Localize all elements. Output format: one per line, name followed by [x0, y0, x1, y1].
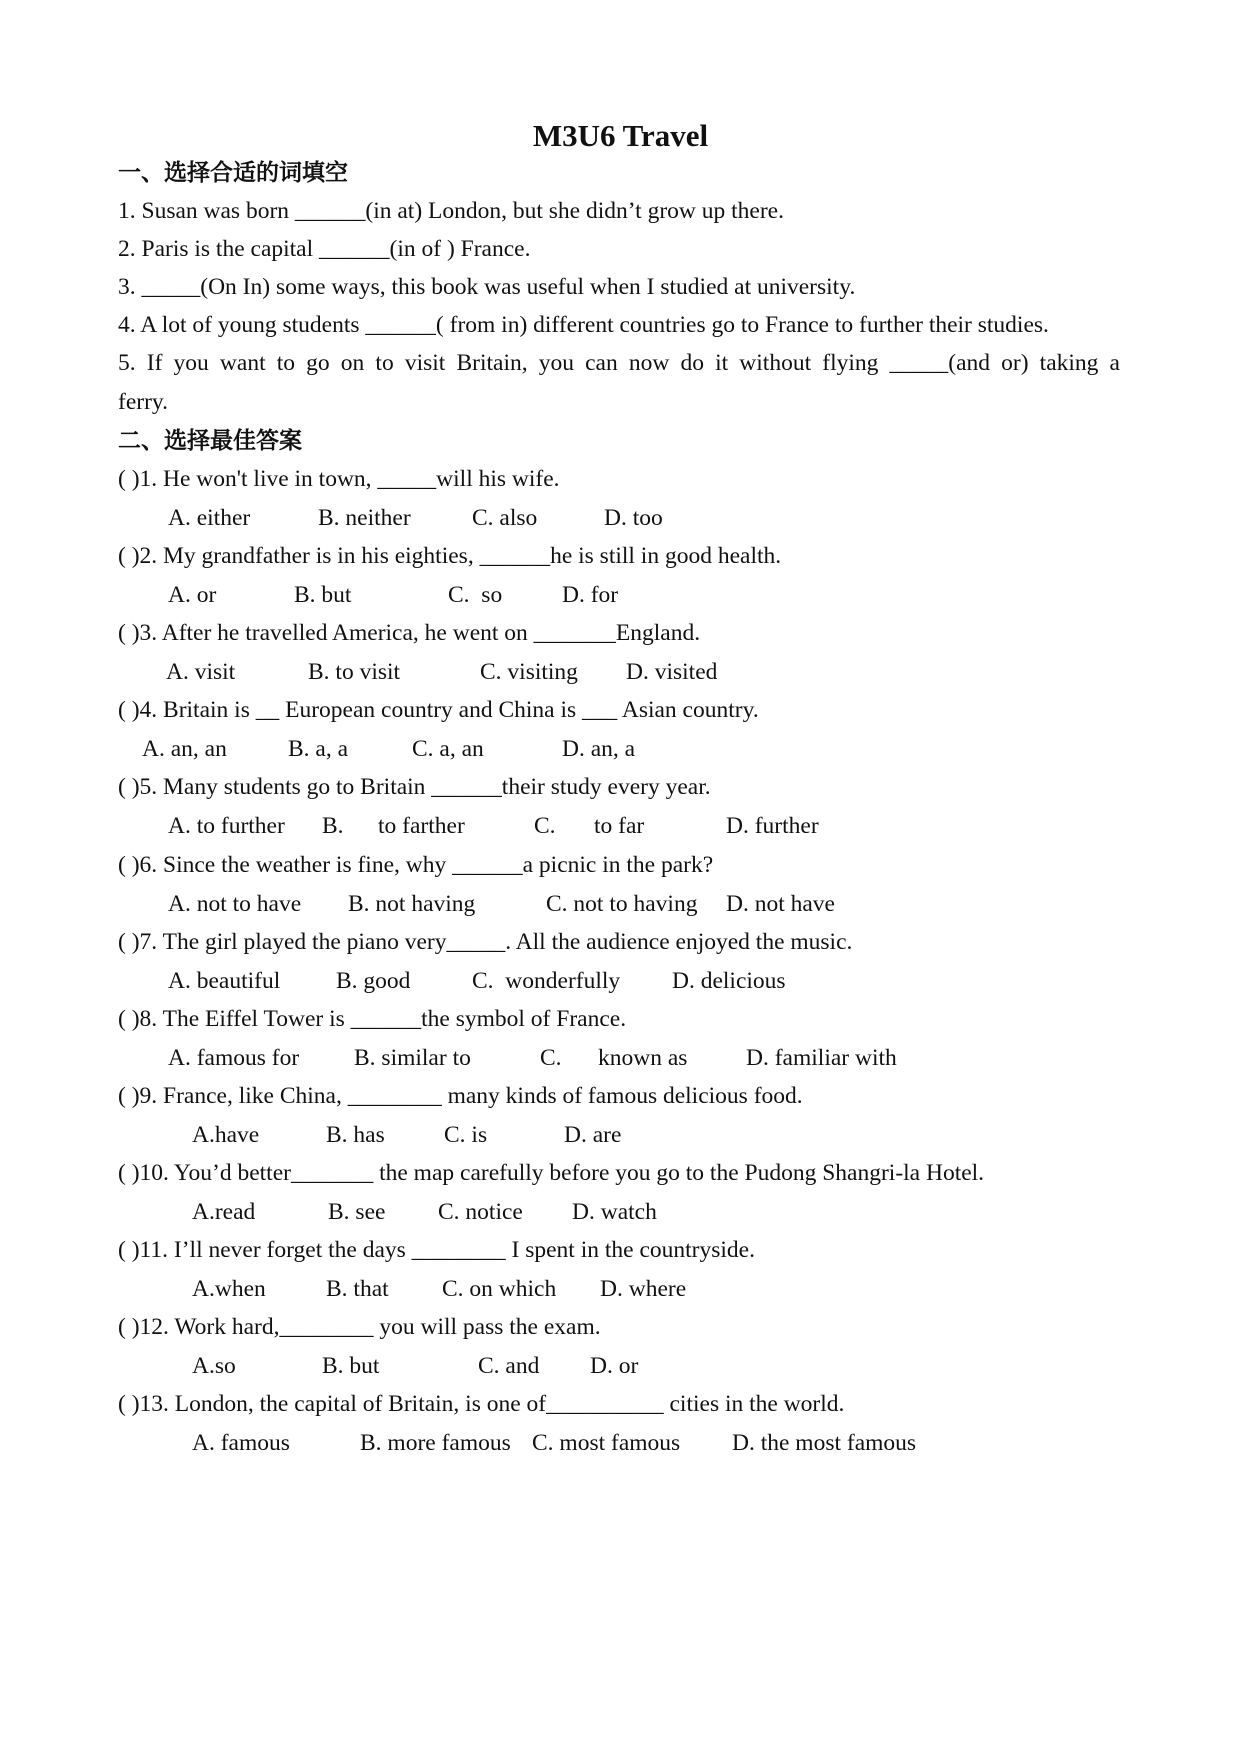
- option-c: C. wonderfully: [472, 968, 621, 994]
- option-d: D. or: [590, 1353, 639, 1379]
- option-d: D. watch: [572, 1199, 657, 1225]
- question-5-stem: ( )5. Many students go to Britain ______their study every year.: [118, 774, 711, 800]
- option-b: B. but: [322, 1353, 380, 1379]
- section-1-heading: 一、选择合适的词填空: [118, 160, 348, 186]
- option-a: A. visit: [166, 659, 236, 685]
- option-d: D. where: [600, 1276, 687, 1302]
- option-a: A.so: [192, 1353, 236, 1379]
- option-d: D. too: [604, 505, 663, 531]
- option-a: A. or: [168, 582, 217, 608]
- question-2-stem: ( )2. My grandfather is in his eighties, ______he is still in good health.: [118, 543, 782, 569]
- option-a: A. either: [168, 505, 251, 531]
- question-3-stem: ( )3. After he travelled America, he went on _______England.: [118, 620, 701, 646]
- option-c: C. most famous: [532, 1430, 681, 1456]
- question-11-stem: ( )11. I’ll never forget the days ________ I spent in the countryside.: [118, 1237, 755, 1263]
- section-2-heading: 二、选择最佳答案: [118, 428, 302, 454]
- fill-item-1: 1. Susan was born ______(in at) London, but she didn’t grow up there.: [118, 198, 784, 224]
- option-a: A. not to have: [168, 891, 302, 917]
- question-12-stem: ( )12. Work hard,________ you will pass the exam.: [118, 1314, 601, 1340]
- option-b: B. but: [294, 582, 352, 608]
- option-c: C. so: [448, 582, 503, 608]
- option-b: B. not having: [348, 891, 476, 917]
- option-a: A. beautiful: [168, 968, 281, 994]
- option-b: B. good: [336, 968, 411, 994]
- page-title: M3U6 Travel: [532, 118, 709, 153]
- option-b: B. a, a: [288, 736, 349, 762]
- option-c: C.: [534, 813, 556, 839]
- option-b: B.: [322, 813, 344, 839]
- option-a: A. to further: [168, 813, 285, 839]
- option-a: A. famous: [192, 1430, 290, 1456]
- option-b: B. more famous: [360, 1430, 511, 1456]
- question-8-stem: ( )8. The Eiffel Tower is ______the symbol of France.: [118, 1006, 627, 1032]
- option-c: C. visiting: [480, 659, 578, 685]
- option-d: D. visited: [626, 659, 718, 685]
- option-c: C. and: [478, 1353, 540, 1379]
- option-d: D. further: [726, 813, 819, 839]
- question-6-stem: ( )6. Since the weather is fine, why ______a picnic in the park?: [118, 852, 714, 878]
- option-c: C.: [540, 1045, 562, 1071]
- option-c: C. is: [444, 1122, 488, 1148]
- option-b: B. see: [328, 1199, 386, 1225]
- option-a: A. famous for: [168, 1045, 300, 1071]
- question-1-stem: ( )1. He won't live in town, _____will his wife.: [118, 466, 560, 492]
- fill-item-2: 2. Paris is the capital ______(in of ) France.: [118, 236, 531, 262]
- option-c: C. not to having: [546, 891, 698, 917]
- question-4-stem: ( )4. Britain is __ European country and China is ___ Asian country.: [118, 697, 759, 723]
- question-7-stem: ( )7. The girl played the piano very_____. All the audience enjoyed the music.: [118, 929, 853, 955]
- option-b: B. has: [326, 1122, 385, 1148]
- option-c-text: known as: [598, 1045, 688, 1071]
- option-d: D. an, a: [562, 736, 636, 762]
- option-d: D. familiar with: [746, 1045, 897, 1071]
- option-d: D. the most famous: [732, 1430, 917, 1456]
- option-c: C. a, an: [412, 736, 484, 762]
- question-13-stem: ( )13. London, the capital of Britain, is one of__________ cities in the world.: [118, 1391, 845, 1417]
- option-d: D. not have: [726, 891, 835, 917]
- option-b: B. similar to: [354, 1045, 471, 1071]
- option-c: C. also: [472, 505, 538, 531]
- option-c-text: to far: [594, 813, 645, 839]
- option-d: D. are: [564, 1122, 622, 1148]
- option-c: C. notice: [438, 1199, 523, 1225]
- option-a: A.read: [192, 1199, 256, 1225]
- option-c: C. on which: [442, 1276, 557, 1302]
- fill-item-4: 4. A lot of young students ______( from in) different countries go to France to further their studies.: [118, 312, 1049, 338]
- question-9-stem: ( )9. France, like China, ________ many kinds of famous delicious food.: [118, 1083, 803, 1109]
- fill-item-3: 3. _____(On In) some ways, this book was useful when I studied at university.: [118, 274, 856, 300]
- option-b: B. neither: [318, 505, 411, 531]
- option-b-text: to farther: [378, 813, 465, 839]
- fill-item-5-continued: ferry.: [118, 389, 169, 415]
- option-b: B. that: [326, 1276, 389, 1302]
- question-10-stem: ( )10. You’d better_______ the map carefully before you go to the Pudong Shangri-la Hotel.: [118, 1160, 985, 1186]
- option-d: D. for: [562, 582, 619, 608]
- fill-item-5: 5. If you want to go on to visit Britain, you can now do it without flying _____(and or) taking a: [118, 350, 1120, 376]
- option-a: A.have: [192, 1122, 260, 1148]
- option-b: B. to visit: [308, 659, 401, 685]
- option-d: D. delicious: [672, 968, 786, 994]
- option-a: A. an, an: [142, 736, 227, 762]
- option-a: A.when: [192, 1276, 266, 1302]
